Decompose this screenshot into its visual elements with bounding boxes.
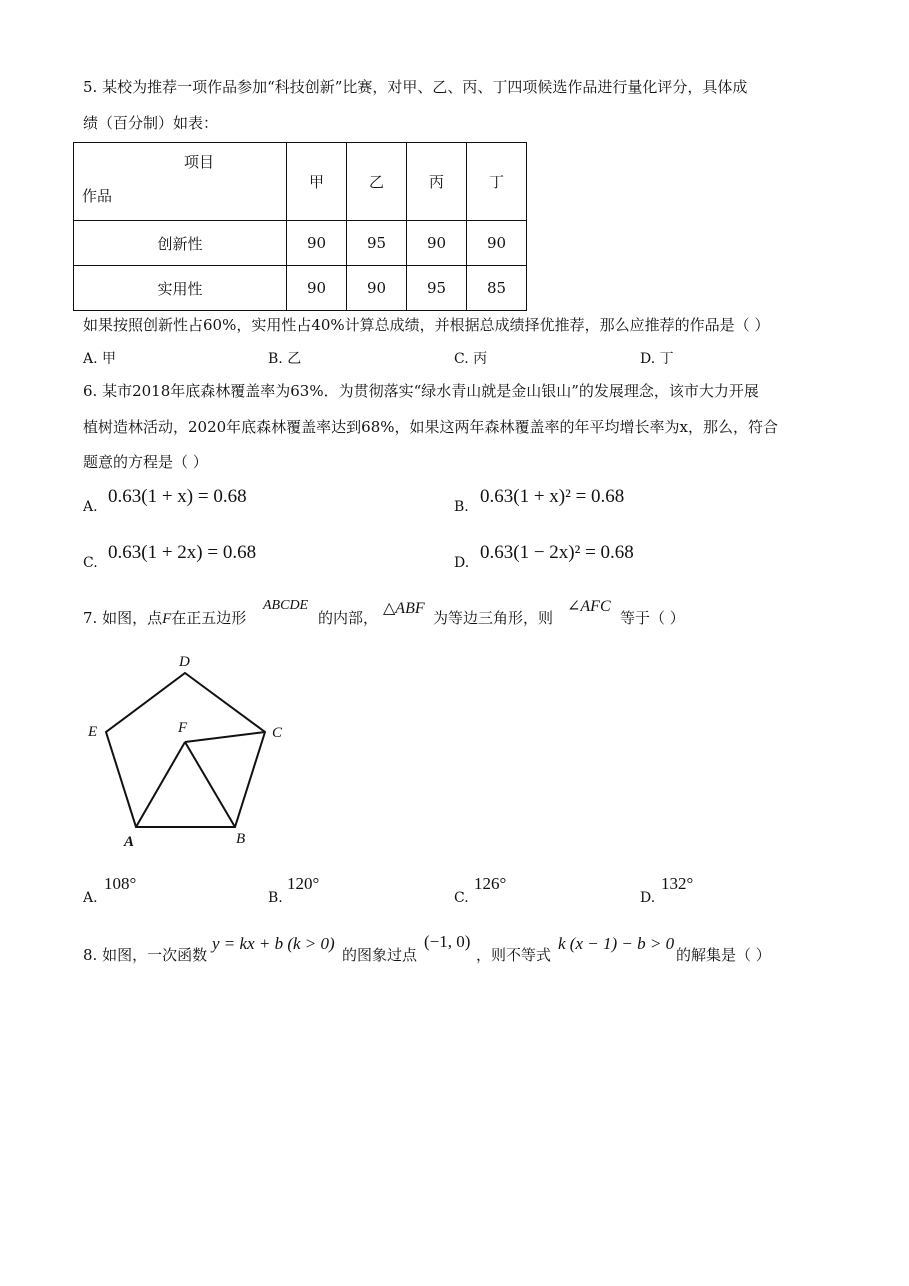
q7-option-a-label[interactable]: A. (83, 890, 98, 906)
q7-stem (83, 607, 246, 630)
q7-option-d-label[interactable]: D. (640, 890, 656, 906)
score-cell: 90 (467, 221, 527, 266)
q7-option-c-value: 126° (474, 874, 507, 893)
q5-question: 如果按照创新性占60%，实用性占40%计算总成绩，并根据总成绩择优推荐，那么应推荐的作品是（ ） (83, 316, 770, 334)
q8-function: y = kx + b (k > 0) (212, 934, 335, 953)
q6-option-c-label[interactable]: C. (83, 555, 98, 571)
q6-stem-line1: 6. 某市2018年底森林覆盖率为63%．为贯彻落实“绿水青山就是金山银山”的发展理念，该市大力开展 (83, 382, 759, 400)
label-e: E (88, 724, 98, 740)
header-cell: 丁 (467, 143, 527, 221)
q8-text-mid1: 的图象过点 (342, 946, 418, 964)
header-cell: 甲 (287, 143, 347, 221)
q8-inequality: k (x − 1) − b > 0 (558, 934, 675, 953)
q7-option-d-value: 132° (661, 874, 694, 893)
score-cell: 90 (407, 221, 467, 266)
q6-option-d-expr: 0.63(1 − 2x)² = 0.68 (480, 542, 634, 563)
q8-text-mid2: ，则不等式 (476, 946, 552, 964)
pentagon-shape (106, 673, 265, 827)
score-cell: 90 (347, 266, 407, 311)
table-corner-cell (74, 143, 287, 221)
q7-triangle-name: △ABF (383, 600, 425, 617)
score-cell: 95 (407, 266, 467, 311)
row-label: 创新性 (74, 221, 287, 266)
q7-option-b-label[interactable]: B. (268, 890, 283, 906)
score-cell: 90 (287, 266, 347, 311)
q6-option-d-label[interactable]: D. (454, 555, 470, 571)
label-b: B (236, 831, 246, 847)
q6-stem-line2: 植树造林活动，2020年底森林覆盖率达到68%，如果这两年森林覆盖率的年平均增长率为x，那么，符合 (83, 418, 778, 436)
q5-score-table (73, 142, 527, 311)
q5-stem-line1: 5. 某校为推荐一项作品参加“科技创新”比赛，对甲、乙、丙、丁四项候选作品进行量化评分，具体成 (83, 78, 748, 96)
q7-point-f: F (162, 611, 172, 627)
q7-text-mid3: 为等边三角形，则 (433, 609, 554, 627)
q6-option-b-label[interactable]: B. (454, 499, 469, 515)
q5-option-a[interactable]: A. 甲 (83, 351, 117, 367)
table-row (74, 266, 527, 311)
q7-option-c-label[interactable]: C. (454, 890, 469, 906)
q8-point: (−1, 0) (424, 932, 471, 951)
q7-text-mid2: 的内部， (318, 609, 379, 627)
q6-option-a-expr: 0.63(1 + x) = 0.68 (108, 486, 247, 507)
figure-lines (106, 673, 265, 827)
q6-option-a-label[interactable]: A. (83, 499, 98, 515)
score-cell: 85 (467, 266, 527, 311)
q5-option-c[interactable]: C. 丙 (454, 351, 488, 367)
q6-option-c-expr: 0.63(1 + 2x) = 0.68 (108, 542, 257, 563)
segment-fc (185, 732, 265, 742)
score-cell: 90 (287, 221, 347, 266)
q7-text-mid1: 在正五边形 (171, 609, 247, 627)
q6-stem-line3: 题意的方程是（ ） (83, 453, 208, 471)
label-d: D (179, 654, 190, 670)
label-c: C (272, 725, 283, 741)
segment-af (136, 742, 185, 827)
label-f: F (178, 720, 188, 736)
table-row (74, 221, 527, 266)
q7-text-suffix: 等于（ ） (620, 609, 685, 627)
label-a: A (124, 834, 135, 850)
segment-bf (185, 742, 235, 827)
table-header-row (74, 143, 527, 221)
q7-option-b-value: 120° (287, 874, 320, 893)
q7-option-a-value: 108° (104, 874, 137, 893)
corner-label-item: 项目 (184, 153, 215, 171)
header-cell: 丙 (407, 143, 467, 221)
q5-option-b[interactable]: B. 乙 (268, 351, 302, 367)
q7-pentagon-name: ABCDE (263, 598, 309, 613)
header-cell: 乙 (347, 143, 407, 221)
q5-option-d[interactable]: D. 丁 (640, 351, 674, 367)
q8-text-suffix: 的解集是（ ） (676, 946, 771, 964)
score-cell: 95 (347, 221, 407, 266)
q5-stem-line2: 绩（百分制）如表： (83, 114, 219, 132)
q7-text-prefix: 7. 如图，点 (83, 609, 163, 627)
q7-angle-name: ∠AFC (567, 598, 611, 615)
q6-option-b-expr: 0.63(1 + x)² = 0.68 (480, 486, 625, 507)
row-label: 实用性 (74, 266, 287, 311)
q8-text-prefix: 8. 如图，一次函数 (83, 946, 208, 964)
corner-label-work: 作品 (82, 187, 113, 205)
q7-pentagon-figure (80, 650, 300, 855)
